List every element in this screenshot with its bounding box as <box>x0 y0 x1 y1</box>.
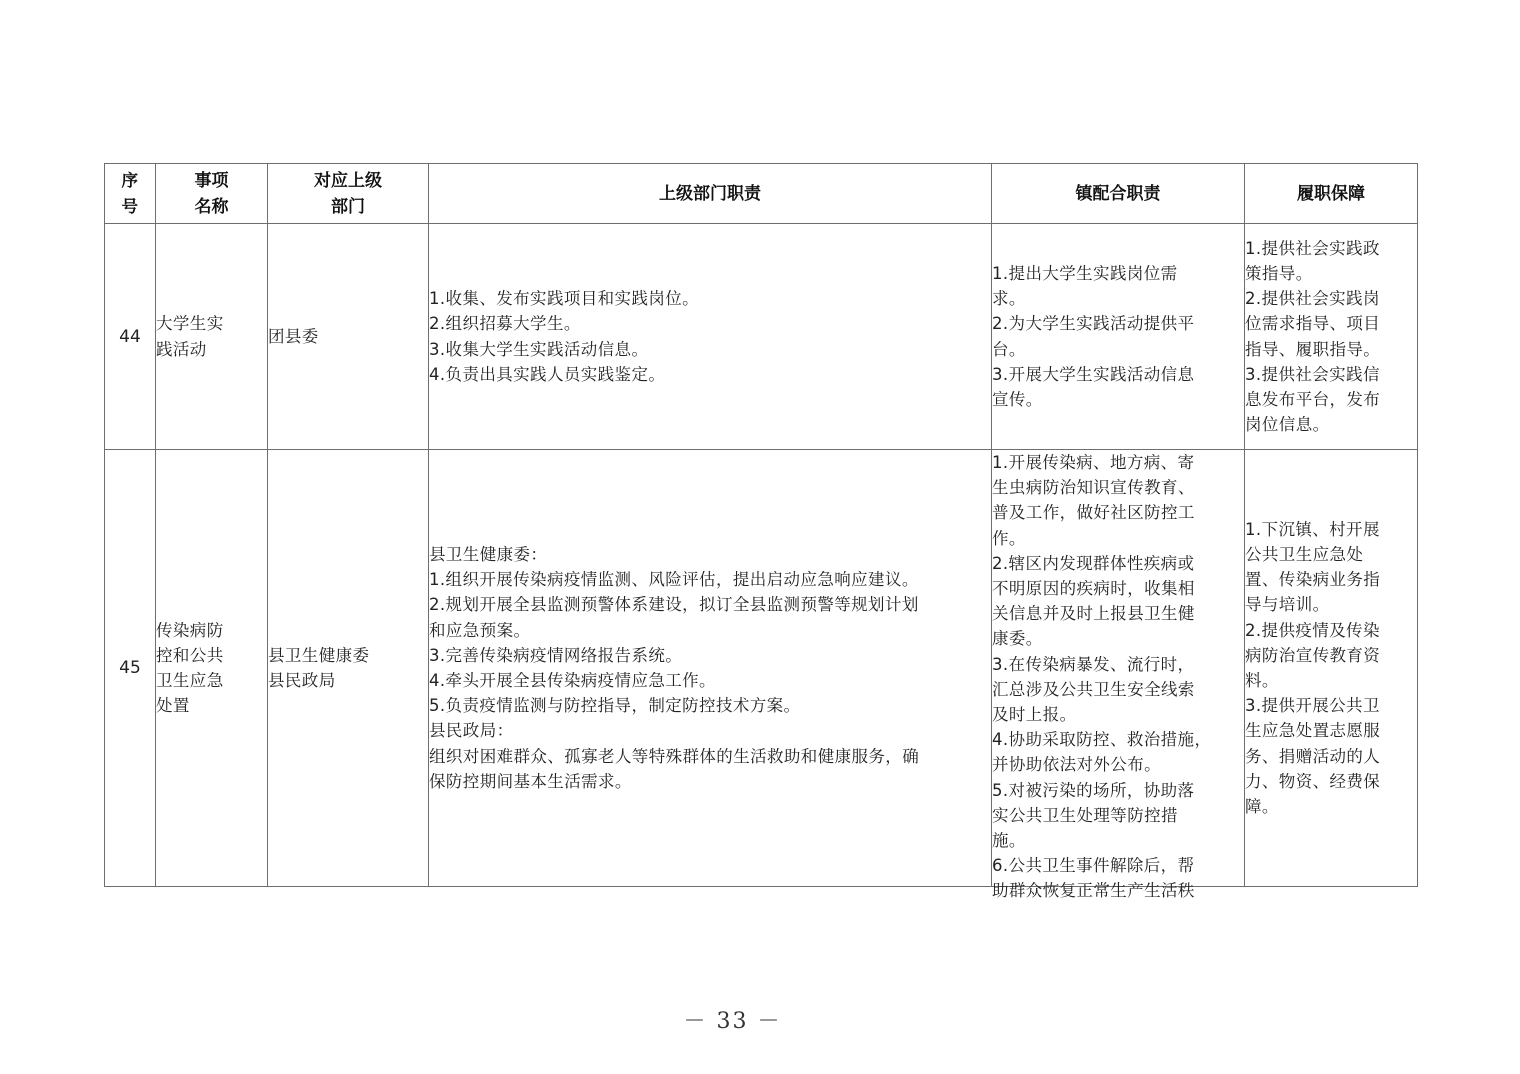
row-seq: 44 <box>105 224 156 450</box>
row-superior-dept: 县卫生健康委 县民政局 <box>268 450 429 887</box>
header-town-duty: 镇配合职责 <box>992 164 1245 224</box>
row-town-duty-cell <box>992 450 1245 901</box>
header-row <box>105 164 1418 224</box>
header-superior-dept: 对应上级 部门 <box>268 164 429 224</box>
header-guarantee: 履职保障 <box>1245 164 1418 224</box>
header-seq: 序 号 <box>105 164 156 224</box>
row-seq: 45 <box>105 450 156 887</box>
table-row <box>105 224 1418 450</box>
row-town-duty: 1.开展传染病、地方病、寄 生虫病防治知识宣传教育、 普及工作，做好社区防控工 作。 2.辖区内发现群体性疾病或 不明原因的疾病时，收集相 关信息并及时上报县卫生健 康委。 3.在传染病暴发、流行时， 汇总涉及公共卫生安全线索 及时上报。 4.协助采取防控、救治措施， 并协助依法对外公布。 5.对被污染的场所，协助落 实公共卫生处理等防控措 施。 6.公共卫生事件解除后，帮 助群众恢复正常生产生活秩 <box>992 453 1212 901</box>
row-guarantee: 1.下沉镇、村开展 公共卫生应急处 置、传染病业务指 导与培训。 2.提供疫情及传染 病防治宣传教育资 料。 3.提供开展公共卫 生应急处置志愿服 务、捐赠活动的人 力、物资、经费保 障。 <box>1245 450 1418 887</box>
row-item-name: 大学生实 践活动 <box>156 224 268 450</box>
row-item-name: 传染病防 控和公共 卫生应急 处置 <box>156 450 268 887</box>
header-superior-duty: 上级部门职责 <box>429 164 992 224</box>
duty-table <box>104 163 1418 901</box>
row-town-duty: 1.提出大学生实践岗位需 求。 2.为大学生实践活动提供平 台。 3.开展大学生实践活动信息 宣传。 <box>992 224 1245 450</box>
page-number: － 33 － <box>683 1009 782 1034</box>
table-row <box>105 450 1418 887</box>
header-item-name: 事项 名称 <box>156 164 268 224</box>
row-superior-dept: 团县委 <box>268 224 429 450</box>
row-superior-duty: 1.收集、发布实践项目和实践岗位。 2.组织招募大学生。 3.收集大学生实践活动信息。 4.负责出具实践人员实践鉴定。 <box>429 224 992 450</box>
row-superior-duty: 县卫生健康委： 1.组织开展传染病疫情监测、风险评估，提出启动应急响应建议。 2.规划开展全县监测预警体系建设，拟订全县监测预警等规划计划 和应急预案。 3.完善传染病疫情网络报告系统。 4.牵头开展全县传染病疫情应急工作。 5.负责疫情监测与防控指导，制定防控技术方案。 县民政局： 组织对困难群众、孤寡老人等特殊群体的生活救助和健康服务，确 保防控期间基本生活需求。 <box>429 450 992 887</box>
row-guarantee: 1.提供社会实践政 策指导。 2.提供社会实践岗 位需求指导、项目 指导、履职指导。 3.提供社会实践信 息发布平台，发布 岗位信息。 <box>1245 224 1418 450</box>
